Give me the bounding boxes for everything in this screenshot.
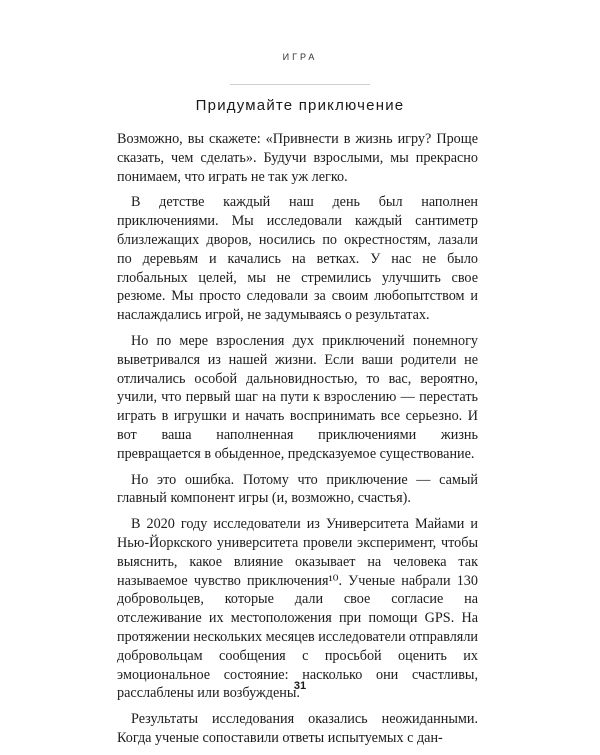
paragraph-6: Результаты исследования оказались неожиданными. Когда ученые сопоставили ответы испытуемых с дан- <box>117 711 478 746</box>
paragraph-3: Но по мере взросления дух приключений понемногу выветривался из нашей жизни. Если ваши родители не отличались особой дальновидностью, то вас, вероятно, учили, что первый шаг на пути к взрослению — перестать играть в игрушки и начать воспринимать все серьезно. И вот ваша наполненная приключениями жизнь превращается в обыденное, предсказуемое существование. <box>117 332 478 462</box>
paragraph-4: Но это ошибка. Потому что приключение — самый главный компонент игры (и, возможно, счастья). <box>117 471 478 507</box>
body-text <box>117 130 478 755</box>
page-number: 31 <box>293 680 307 692</box>
running-head: ИГРА <box>282 52 318 62</box>
header-divider <box>230 84 370 85</box>
paragraph-1: Возможно, вы скажете: «Привнести в жизнь игру? Проще сказать, чем сделать». Будучи взрослыми, мы прекрасно понимаем, что играть не так уж легко. <box>117 131 478 185</box>
paragraph-5: В 2020 году исследователи из Университета Майами и Нью-Йоркского университета провели эксперимент, чтобы выяснить, какое влияние оказывает на человека так называемое чувство приключения¹⁰. Ученые набрали 130 добровольцев, которые дали свое согласие на отслеживание их местоположения при помощи GPS. На протяжении нескольких месяцев исследователи отправляли добровольцам сообщения с просьбой оценить их эмоциональное состояние: насколько они счастливы, расслаблены или возбуждены. <box>117 516 478 702</box>
section-title: Придумайте приключение <box>195 97 405 114</box>
paragraph-2: В детстве каждый наш день был наполнен приключениями. Мы исследовали каждый сантиметр близлежащих дворов, носились по окрестностям, лазали по деревьям и качались на ветках. У нас не было глобальных целей, мы не стремились улучшить свое резюме. Мы просто следовали за своим любопытством и наслаждались игрой, не задумываясь о результатах. <box>117 194 478 324</box>
